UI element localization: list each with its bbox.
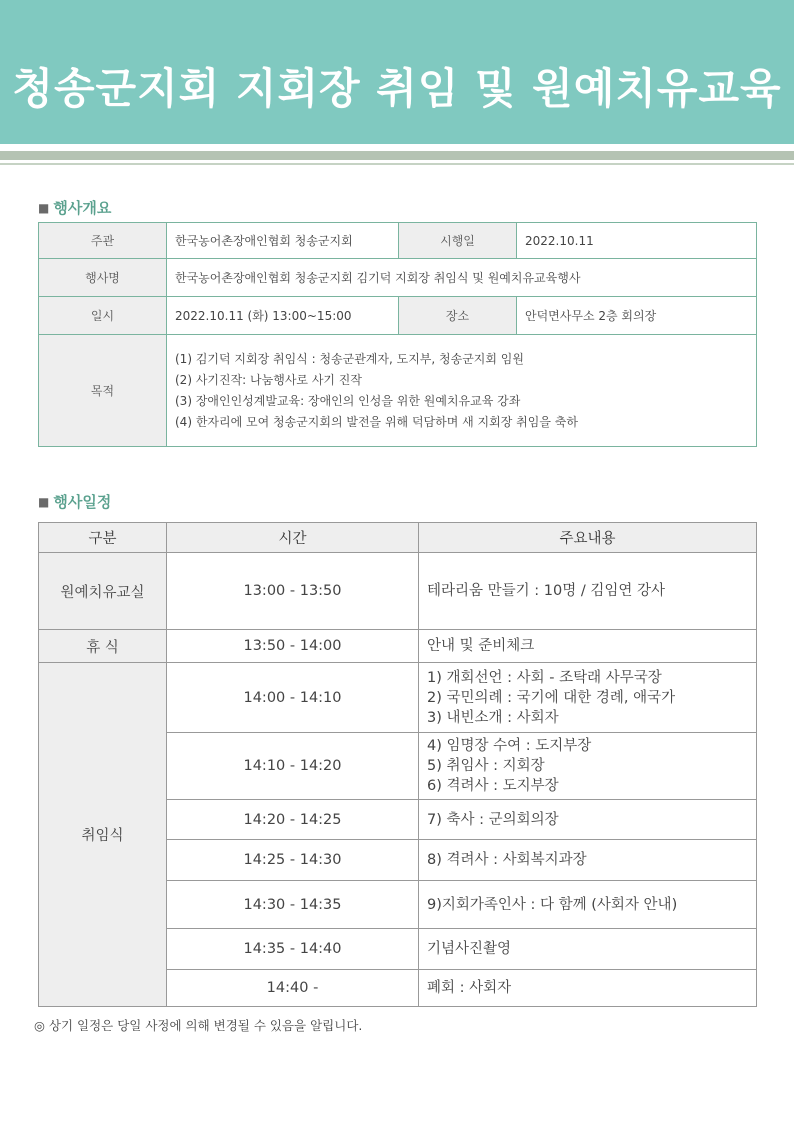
place-label: 장소 bbox=[399, 297, 517, 335]
time-cell: 13:00 - 13:50 bbox=[167, 553, 419, 630]
column-header: 시간 bbox=[167, 523, 419, 553]
table-row bbox=[39, 297, 757, 335]
detail-cell: 테라리움 만들기 : 10명 / 김임연 강사 bbox=[419, 553, 757, 630]
page-title: 청송군지회 지회장 취임 및 원예치유교육 bbox=[12, 64, 782, 113]
time-value: 2022.10.11 (화) 13:00~15:00 bbox=[167, 297, 399, 335]
overview-heading: ■ 행사개요 bbox=[38, 199, 112, 217]
column-header: 구분 bbox=[39, 523, 167, 553]
detail-cell bbox=[419, 733, 757, 800]
detail-cell bbox=[419, 663, 757, 733]
date-value: 2022.10.11 bbox=[517, 223, 757, 259]
table-row bbox=[39, 259, 757, 297]
time-cell: 14:30 - 14:35 bbox=[167, 881, 419, 929]
detail-cell: 8) 격려사 : 사회복지과장 bbox=[419, 840, 757, 881]
list-item: (1) 김기덕 지회장 취임식 : 청송군관계자, 도지부, 청송군지회 임원 bbox=[175, 351, 524, 366]
detail-line: 6) 격려사 : 도지부장 bbox=[427, 778, 559, 794]
time-cell: 14:40 - bbox=[167, 970, 419, 1007]
event-label: 행사명 bbox=[39, 259, 167, 297]
schedule-heading: ■ 행사일정 bbox=[38, 493, 112, 511]
table-row bbox=[39, 553, 757, 630]
purpose-label: 목적 bbox=[39, 335, 167, 447]
detail-line: 4) 임명장 수여 : 도지부장 bbox=[427, 738, 592, 754]
table-row bbox=[39, 663, 757, 733]
schedule-table bbox=[38, 522, 757, 1007]
category-cell: 휴 식 bbox=[39, 630, 167, 663]
time-cell: 14:10 - 14:20 bbox=[167, 733, 419, 800]
category-cell: 취임식 bbox=[39, 663, 167, 1007]
detail-cell: 안내 및 준비체크 bbox=[419, 630, 757, 663]
time-cell: 14:20 - 14:25 bbox=[167, 800, 419, 840]
time-cell: 13:50 - 14:00 bbox=[167, 630, 419, 663]
time-cell: 14:00 - 14:10 bbox=[167, 663, 419, 733]
event-value: 한국농어촌장애인협회 청송군지회 김기덕 지회장 취임식 및 원예치유교육행사 bbox=[167, 259, 757, 297]
host-label: 주관 bbox=[39, 223, 167, 259]
overview-table bbox=[38, 222, 757, 447]
list-item: (2) 사기진작: 나눔행사로 사기 진작 bbox=[175, 372, 362, 387]
detail-line: 5) 취임사 : 지회장 bbox=[427, 758, 545, 774]
place-value: 안덕면사무소 2층 회의장 bbox=[517, 297, 757, 335]
detail-line: 2) 국민의례 : 국기에 대한 경례, 애국가 bbox=[427, 689, 676, 706]
schedule-note: ◎ 상기 일정은 당일 사정에 의해 변경될 수 있음을 알립니다. bbox=[34, 1018, 363, 1033]
category-cell: 원예치유교실 bbox=[39, 553, 167, 630]
square-bullet-icon: ■ bbox=[38, 201, 50, 215]
detail-cell: 폐회 : 사회자 bbox=[419, 970, 757, 1007]
time-cell: 14:35 - 14:40 bbox=[167, 929, 419, 970]
column-header: 주요내용 bbox=[419, 523, 757, 553]
purpose-list bbox=[175, 349, 748, 433]
table-row bbox=[39, 630, 757, 663]
detail-cell: 9)지회가족인사 : 다 함께 (사회자 안내) bbox=[419, 881, 757, 929]
table-row bbox=[39, 335, 757, 447]
divider-line bbox=[0, 163, 794, 165]
title-banner bbox=[0, 0, 794, 144]
divider-bar bbox=[0, 151, 794, 160]
list-item: (4) 한자리에 모여 청송군지회의 발전을 위해 덕담하며 새 지회장 취임을 축하 bbox=[175, 414, 578, 429]
detail-line: 3) 내빈소개 : 사회자 bbox=[427, 709, 559, 726]
table-header-row bbox=[39, 523, 757, 553]
detail-cell: 기념사진촬영 bbox=[419, 929, 757, 970]
detail-cell: 7) 축사 : 군의회의장 bbox=[419, 800, 757, 840]
purpose-value bbox=[167, 335, 757, 447]
square-bullet-icon: ■ bbox=[38, 495, 50, 509]
date-label: 시행일 bbox=[399, 223, 517, 259]
detail-line: 1) 개회선언 : 사회 - 조탁래 사무국장 bbox=[427, 669, 662, 686]
time-label: 일시 bbox=[39, 297, 167, 335]
host-value: 한국농어촌장애인협회 청송군지회 bbox=[167, 223, 399, 259]
time-cell: 14:25 - 14:30 bbox=[167, 840, 419, 881]
list-item: (3) 장애인인성계발교육: 장애인의 인성을 위한 원예치유교육 강좌 bbox=[175, 393, 521, 408]
table-row bbox=[39, 223, 757, 259]
